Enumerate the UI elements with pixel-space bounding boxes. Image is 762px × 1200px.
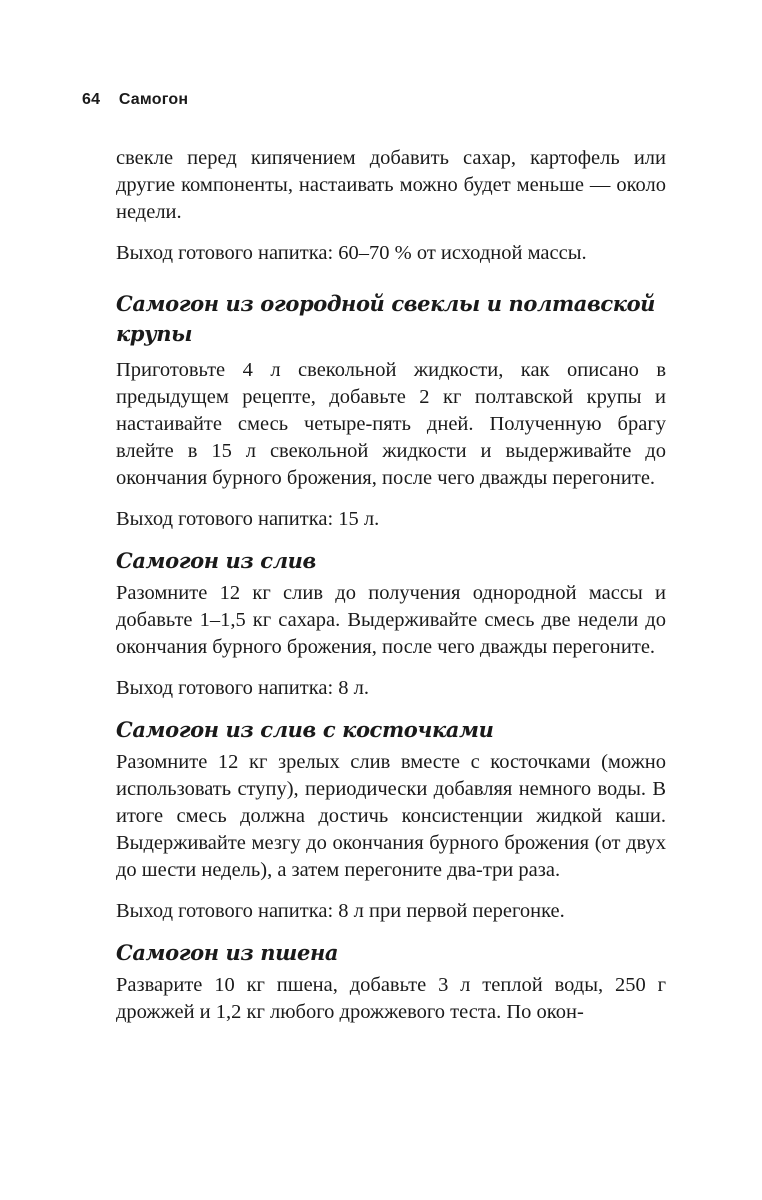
recipe-text-millet: Разварите 10 кг пшена, добавьте 3 л теплой воды, 250 г дрожжей и 1,2 кг любого дрожжевого теста. По окон-: [116, 974, 666, 1023]
recipe-text-beet-krupa: Приготовьте 4 л свекольной жидкости, как описано в предыдущем рецепте, добавьте 2 кг полтавской крупы и настаивайте смесь четыре-пять дней. Полученную брагу влейте в 15 л свекольной жидкости и выдерживайте до окончания бурного брожения, после чего дважды перегоните.: [116, 359, 666, 489]
recipe-title-beet-krupa: Самогон из огородной свеклы и полтавской крупы: [116, 291, 656, 346]
page-body: [116, 145, 666, 1026]
recipe-title-plums: Самогон из слив: [116, 548, 316, 573]
intro-paragraph: свекле перед кипячением добавить сахар, картофель или другие компоненты, настаивать можно будет меньше — около недели.: [116, 147, 666, 223]
running-title: Самогон: [118, 91, 189, 108]
intro-yield: Выход готового напитка: 60–70 % от исходной массы.: [116, 242, 587, 264]
recipe-title-millet: Самогон из пшена: [116, 940, 339, 965]
page-number: 64: [82, 91, 101, 108]
recipe-text-plums: Разомните 12 кг слив до получения однородной массы и добавьте 1–1,5 кг сахара. Выдерживайте смесь две недели до окончания бурного брожения, после чего дважды перегоните.: [116, 582, 666, 658]
recipe-title-plums-pits: Самогон из слив с косточками: [116, 717, 494, 742]
running-head: [82, 91, 188, 109]
recipe-text-plums-pits: Разомните 12 кг зрелых слив вместе с косточками (можно использовать ступу), периодически добавляя немного воды. В итоге смесь должна достичь консистенции жидкой каши. Выдерживайте мезгу до окончания бурного брожения (от двух до шести недель), а затем перегоните два-три раза.: [116, 751, 666, 881]
recipe-yield-plums: Выход готового напитка: 8 л.: [116, 677, 370, 699]
recipe-yield-beet-krupa: Выход готового напитка: 15 л.: [116, 508, 380, 530]
recipe-yield-plums-pits: Выход готового напитка: 8 л при первой перегонке.: [116, 900, 565, 922]
